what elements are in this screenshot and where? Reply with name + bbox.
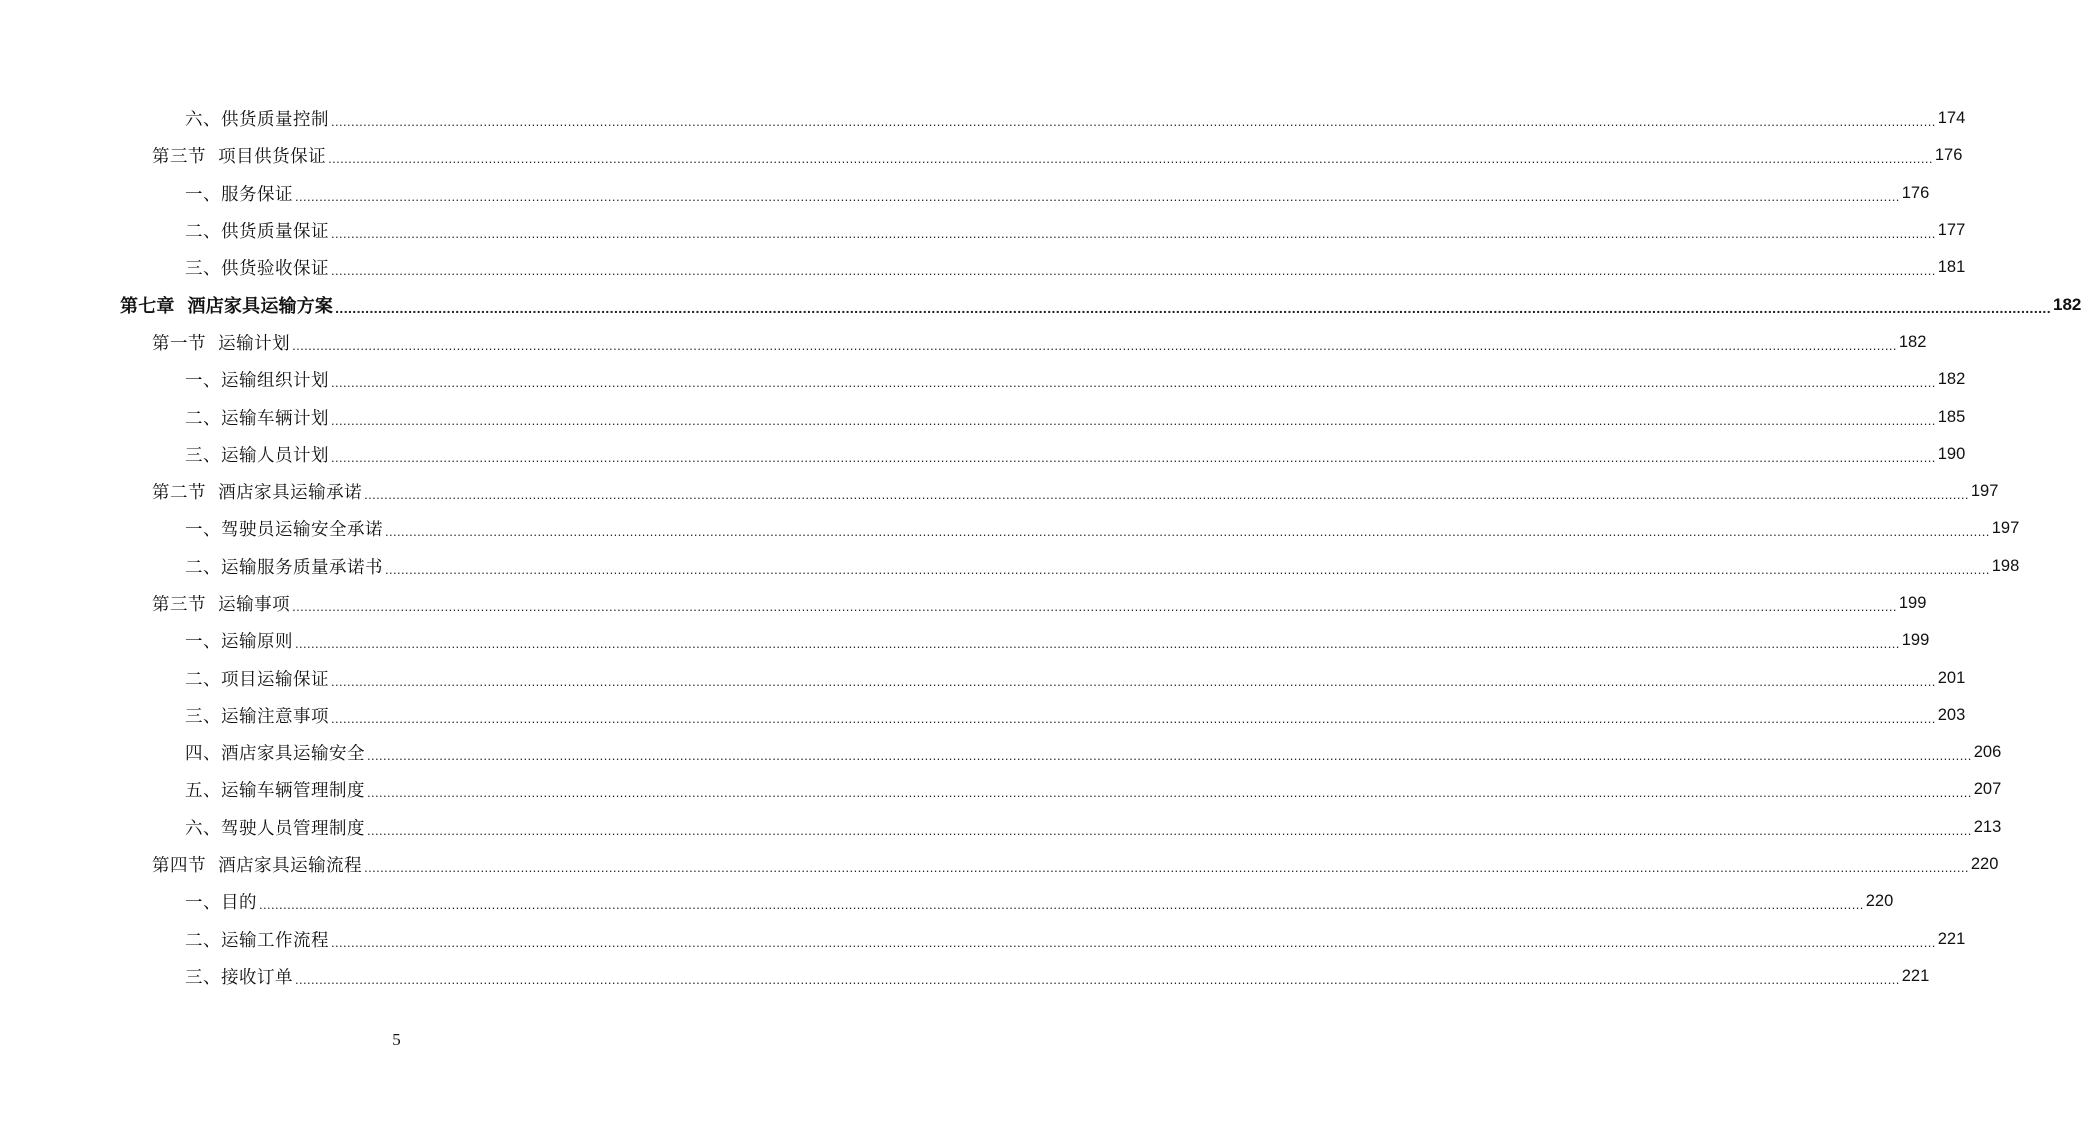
toc-leader-dots: ................................................................................................................................................................................................................................................................................................................................................................................................................ bbox=[331, 449, 1936, 465]
toc-subsection-entry[interactable] bbox=[0, 361, 1966, 398]
toc-entry-label: 第四节 酒店家具运输流程 bbox=[152, 856, 363, 877]
toc-subsection-entry[interactable] bbox=[0, 249, 1966, 286]
toc-leader-dots: ................................................................................................................................................................................................................................................................................................................................................................................................................ bbox=[367, 822, 1972, 838]
toc-entry-page-number: 174 bbox=[1937, 109, 1966, 128]
toc-entry-page-number: 176 bbox=[1934, 146, 1963, 165]
toc-subsection-entry[interactable] bbox=[0, 100, 1966, 137]
toc-leader-dots: ................................................................................................................................................................................................................................................................................................................................................................................................................ bbox=[295, 971, 1900, 987]
toc-entry-page-number: 182 bbox=[1898, 332, 1927, 351]
toc-entry-label: 二、运输服务质量承诺书 bbox=[185, 557, 383, 578]
toc-entry-label: 三、运输人员计划 bbox=[185, 445, 329, 466]
toc-subsection-entry[interactable] bbox=[0, 212, 1966, 249]
toc-leader-dots: ................................................................................................................................................................................................................................................................................................................................................................................................................ bbox=[364, 860, 1969, 876]
toc-leader-dots: ................................................................................................................................................................................................................................................................................................................................................................................................................ bbox=[331, 934, 1936, 950]
toc-leader-dots: ................................................................................................................................................................................................................................................................................................................................................................................................................ bbox=[292, 337, 1897, 353]
toc-entry-label: 第七章 酒店家具运输方案 bbox=[120, 296, 334, 318]
toc-entry-label: 六、驾驶人员管理制度 bbox=[185, 818, 365, 839]
toc-entry-page-number: 185 bbox=[1937, 407, 1966, 426]
toc-entry-label: 一、运输组织计划 bbox=[185, 371, 329, 392]
toc-subsection-entry[interactable] bbox=[0, 958, 1930, 995]
toc-leader-dots: ................................................................................................................................................................................................................................................................................................................................................................................................................ bbox=[385, 561, 1990, 577]
toc-entry-label: 二、供货质量保证 bbox=[185, 222, 329, 243]
toc-subsection-entry[interactable] bbox=[0, 809, 2002, 846]
toc-section-entry[interactable] bbox=[0, 846, 1999, 883]
table-of-contents bbox=[0, 100, 2081, 995]
toc-entry-page-number: 198 bbox=[1991, 556, 2020, 575]
toc-entry-page-number: 203 bbox=[1937, 705, 1966, 724]
toc-leader-dots: ................................................................................................................................................................................................................................................................................................................................................................................................................ bbox=[331, 375, 1936, 391]
toc-entry-page-number: 207 bbox=[1973, 780, 2002, 799]
toc-entry-page-number: 220 bbox=[1865, 892, 1894, 911]
page-number: 5 bbox=[392, 1030, 401, 1049]
toc-entry-label: 一、目的 bbox=[185, 893, 257, 914]
toc-entry-label: 第三节 运输事项 bbox=[152, 595, 291, 615]
toc-entry-page-number: 220 bbox=[1970, 855, 1999, 874]
toc-entry-page-number: 182 bbox=[1937, 370, 1966, 389]
toc-section-entry[interactable] bbox=[0, 473, 1999, 510]
toc-entry-page-number: 182 bbox=[2053, 295, 2081, 315]
toc-entry-label: 四、酒店家具运输安全 bbox=[185, 744, 365, 765]
toc-entry-page-number: 213 bbox=[1973, 817, 2002, 836]
toc-leader-dots: ................................................................................................................................................................................................................................................................................................................................................................................................................ bbox=[364, 487, 1969, 503]
toc-entry-page-number: 206 bbox=[1973, 743, 2002, 762]
toc-leader-dots: ................................................................................................................................................................................................................................................................................................................................................................................................................ bbox=[331, 263, 1936, 279]
toc-entry-label: 第三节 项目供货保证 bbox=[152, 147, 327, 168]
toc-subsection-entry[interactable] bbox=[0, 548, 2020, 585]
toc-entry-page-number: 190 bbox=[1937, 444, 1966, 463]
toc-entry-page-number: 181 bbox=[1937, 258, 1966, 277]
toc-subsection-entry[interactable] bbox=[0, 921, 1966, 958]
toc-subsection-entry[interactable] bbox=[0, 659, 1966, 696]
toc-subsection-entry[interactable] bbox=[0, 175, 1930, 212]
toc-entry-label: 二、运输工作流程 bbox=[185, 930, 329, 951]
toc-leader-dots: ................................................................................................................................................................................................................................................................................................................................................................................................................ bbox=[331, 114, 1936, 130]
toc-entry-label: 二、项目运输保证 bbox=[185, 669, 329, 690]
toc-entry-page-number: 221 bbox=[1901, 966, 1930, 985]
toc-subsection-entry[interactable] bbox=[0, 883, 1894, 920]
toc-entry-label: 三、接收订单 bbox=[185, 967, 293, 988]
toc-entry-page-number: 177 bbox=[1937, 221, 1966, 240]
toc-entry-label: 三、供货验收保证 bbox=[185, 259, 329, 280]
toc-leader-dots: ................................................................................................................................................................................................................................................................................................................................................................................................................ bbox=[331, 710, 1936, 726]
toc-leader-dots: ................................................................................................................................................................................................................................................................................................................................................................................................................ bbox=[385, 524, 1990, 540]
toc-leader-dots: ................................................................................................................................................................................................................................................................................................................................................................................................................ bbox=[292, 599, 1897, 614]
toc-subsection-entry[interactable] bbox=[0, 510, 2020, 547]
toc-subsection-entry[interactable] bbox=[0, 436, 1966, 473]
toc-leader-dots: ................................................................................................................................................................................................................................................................................................................................................................................................................ bbox=[259, 897, 1864, 913]
toc-leader-dots: ................................................................................................................................................................................................................................................................................................................................................................................................................ bbox=[331, 226, 1936, 242]
toc-entry-label: 一、驾驶员运输安全承诺 bbox=[185, 520, 383, 541]
toc-entry-label: 一、运输原则 bbox=[185, 632, 293, 653]
toc-entry-label: 三、运输注意事项 bbox=[185, 706, 329, 727]
toc-entry-page-number: 199 bbox=[1898, 594, 1927, 612]
toc-subsection-entry[interactable] bbox=[0, 771, 2002, 808]
toc-leader-dots: ................................................................................................................................................................................................................................................................................................................................................................................................................ bbox=[367, 748, 1972, 764]
toc-entry-page-number: 221 bbox=[1937, 929, 1966, 948]
toc-entry-label: 一、服务保证 bbox=[185, 184, 293, 205]
toc-subsection-entry[interactable] bbox=[0, 697, 1966, 734]
toc-entry-label: 第一节 运输计划 bbox=[152, 333, 291, 354]
toc-entry-label: 六、供货质量控制 bbox=[185, 110, 329, 131]
toc-leader-dots: ................................................................................................................................................................................................................................................................................................................................................................................................................ bbox=[331, 412, 1936, 428]
toc-leader-dots: ................................................................................................................................................................................................................................................................................................................................................................................................................ bbox=[367, 785, 1972, 801]
toc-section-entry[interactable] bbox=[0, 137, 1963, 174]
toc-entry-page-number: 199 bbox=[1901, 631, 1930, 650]
toc-leader-dots: ................................................................................................................................................................................................................................................................................................................................................................................................................ bbox=[331, 673, 1936, 689]
toc-entry-page-number: 201 bbox=[1937, 668, 1966, 687]
toc-entry-label: 第二节 酒店家具运输承诺 bbox=[152, 483, 363, 504]
toc-entry-page-number: 197 bbox=[1991, 519, 2020, 538]
toc-subsection-entry[interactable] bbox=[0, 734, 2002, 771]
toc-leader-dots: ................................................................................................................................................................................................................................................................................................................................................................................................................ bbox=[328, 151, 1933, 167]
toc-leader-dots: ................................................................................................................................................................................................................................................................................................................................................................................................................ bbox=[335, 300, 2051, 317]
toc-entry-label: 二、运输车辆计划 bbox=[185, 408, 329, 429]
toc-entry-label: 五、运输车辆管理制度 bbox=[185, 781, 365, 802]
toc-section-entry[interactable] bbox=[0, 324, 1927, 361]
toc-chapter-entry[interactable] bbox=[0, 286, 2081, 323]
toc-leader-dots: ................................................................................................................................................................................................................................................................................................................................................................................................................ bbox=[295, 636, 1900, 652]
toc-entry-page-number: 176 bbox=[1901, 183, 1930, 202]
toc-section-entry[interactable] bbox=[0, 585, 1927, 622]
toc-leader-dots: ................................................................................................................................................................................................................................................................................................................................................................................................................ bbox=[295, 188, 1900, 204]
toc-subsection-entry[interactable] bbox=[0, 398, 1966, 435]
toc-entry-page-number: 197 bbox=[1970, 482, 1999, 501]
toc-subsection-entry[interactable] bbox=[0, 622, 1930, 659]
